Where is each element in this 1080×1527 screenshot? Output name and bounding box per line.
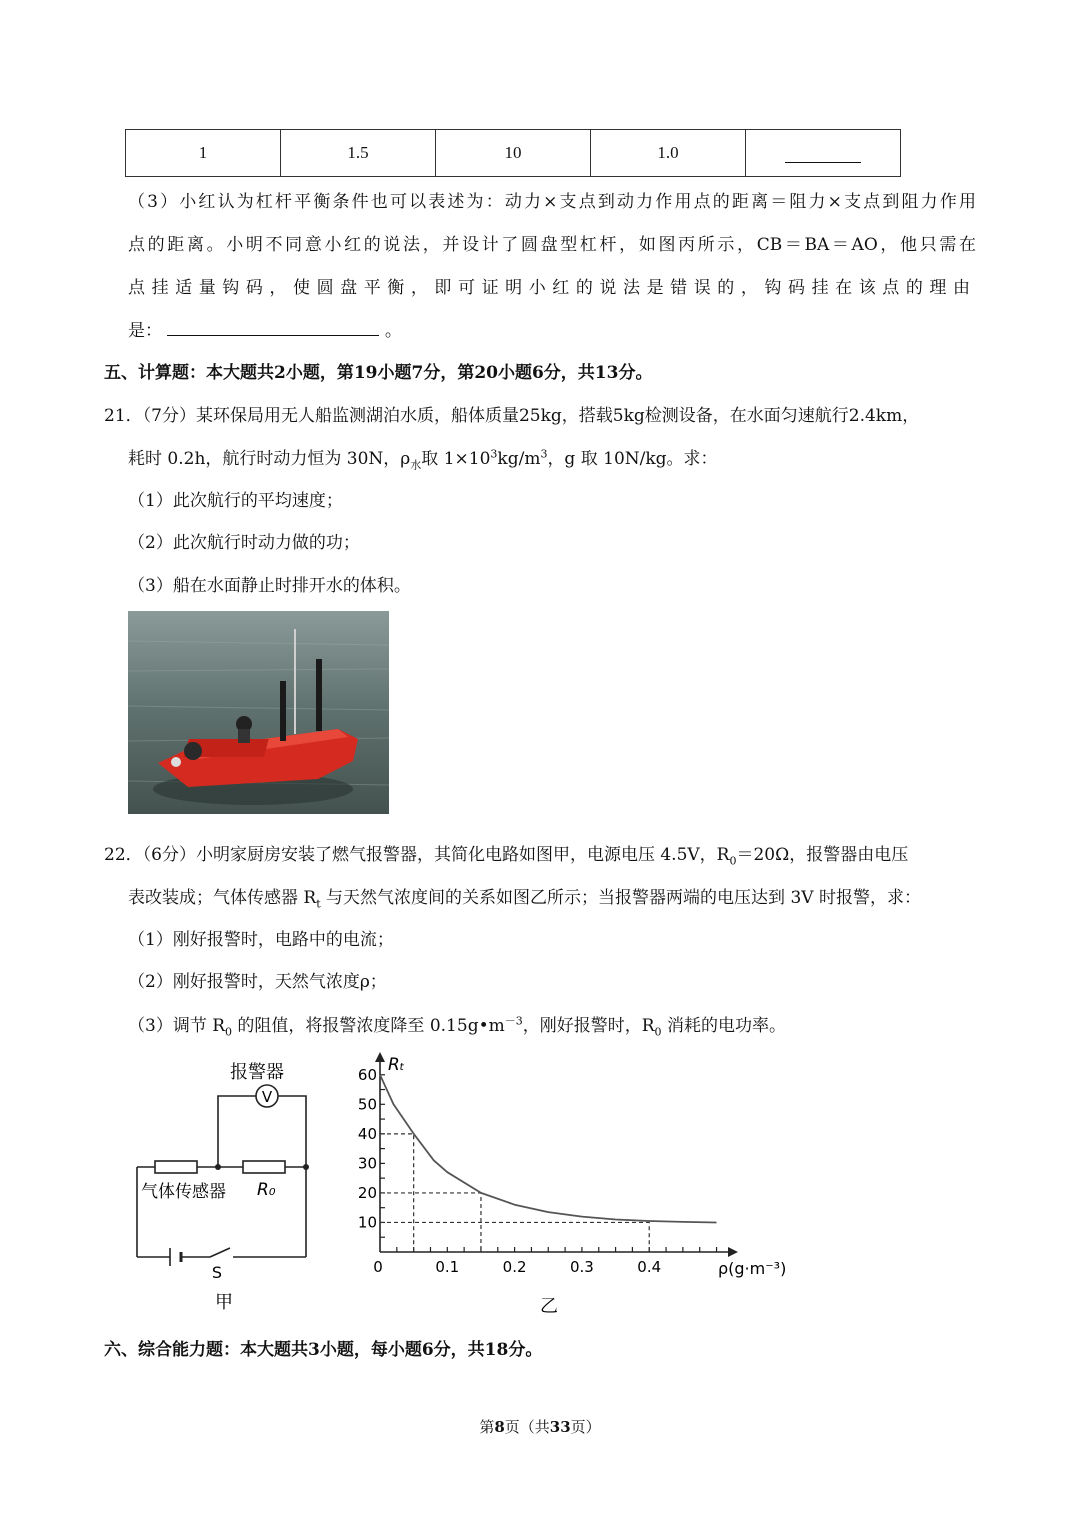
q22-line-1 — [104, 840, 908, 867]
page-total: 33 — [549, 1418, 571, 1436]
q22-text: 的阻值，将报警浓度降至 0.15g•m — [232, 1016, 505, 1036]
q22-part-3 — [128, 1011, 786, 1038]
section-5-heading: 五、计算题：本大题共2小题，第19小题7分，第20小题6分，共13分。 — [104, 363, 653, 383]
table-cell-blank — [746, 130, 901, 177]
footer-text: 页（共 — [504, 1418, 550, 1436]
junction-dot — [303, 1164, 309, 1170]
q21-text: 取 1×10 — [421, 449, 491, 469]
x-tick-label: 0.3 — [569, 1258, 594, 1276]
table-cell: 1 — [126, 130, 281, 177]
switch-label: S — [211, 1263, 223, 1282]
origin-label: 0 — [373, 1258, 383, 1276]
q22-line-2 — [128, 883, 921, 910]
q21-line-1: 21．（7分）某环保局用无人船监测湖泊水质，船体质量25kg，搭载5kg检测设备，在水面匀速航行2.4km， — [104, 406, 920, 426]
x-tick-label: 0.4 — [637, 1258, 662, 1276]
q22-sub: t — [316, 897, 321, 911]
q22-text: ＝20Ω，报警器由电压 — [736, 845, 909, 865]
q3-answer-prefix: 是： — [128, 321, 162, 341]
data-table — [125, 129, 901, 177]
q21-sup: 3 — [540, 447, 548, 461]
q22-sub: 0 — [225, 1025, 233, 1039]
q22-part-1: （1）刚好报警时，电路中的电流； — [128, 930, 394, 950]
table-row — [126, 130, 901, 177]
r0-label: R₀ — [257, 1180, 276, 1200]
q21-part-3: （3）船在水面静止时排开水的体积。 — [128, 576, 411, 596]
answer-blank[interactable] — [167, 319, 379, 336]
q22-sub: 0 — [729, 854, 737, 868]
voltmeter-letter: V — [261, 1088, 273, 1106]
footer-text: 第 — [479, 1418, 495, 1436]
chart-caption: 乙 — [540, 1296, 558, 1316]
q22-text: 22．（6分）小明家厨房安装了燃气报警器，其简化电路如图甲，电源电压 4.5V，R — [104, 845, 730, 865]
circuit-caption: 甲 — [215, 1292, 233, 1313]
drone-boat-photo — [128, 611, 389, 814]
y-axis-arrow — [375, 1052, 385, 1062]
q21-line-2 — [128, 444, 718, 472]
x-axis-label: ρ(g·m⁻³) — [718, 1259, 787, 1278]
circuit-diagram — [125, 1052, 325, 1314]
resistance-chart — [340, 1050, 800, 1316]
page-number: 8 — [494, 1418, 505, 1436]
y-tick-label: 40 — [357, 1124, 377, 1143]
q22-text: （3）调节 R — [128, 1016, 226, 1036]
table-cell: 1.0 — [591, 130, 746, 177]
y-tick-label: 20 — [357, 1183, 377, 1202]
resistance-curve — [380, 1075, 717, 1223]
sensor-resistor — [155, 1161, 197, 1173]
footer-text: 页） — [570, 1418, 601, 1436]
x-tick-label: 0.2 — [502, 1258, 527, 1276]
q21-sup: 3 — [490, 447, 498, 461]
q22-text: 消耗的电功率。 — [661, 1016, 786, 1036]
q3-line-1: （3）小红认为杠杆平衡条件也可以表述为：动力×支点到动力作用点的距离＝阻力×支点到阻力作用 — [128, 192, 976, 212]
q3-answer-suffix: 。 — [384, 321, 402, 341]
section-6-heading: 六、综合能力题：本大题共3小题，每小题6分，共18分。 — [104, 1340, 543, 1360]
y-tick-label: 30 — [357, 1154, 377, 1173]
y-tick-label: 60 — [357, 1065, 377, 1084]
y-tick-label: 10 — [357, 1213, 377, 1232]
q22-sup: －3 — [504, 1014, 523, 1028]
q21-text: kg/m — [497, 449, 541, 469]
x-axis-arrow — [728, 1247, 738, 1257]
q3-line-4 — [128, 316, 402, 341]
page-footer — [0, 1416, 1080, 1437]
q21-text: ，g 取 10N/kg。求： — [547, 449, 718, 469]
q22-text: ，刚好报警时，R — [522, 1016, 655, 1036]
q21-part-1: （1）此次航行的平均速度； — [128, 491, 343, 511]
r0-resistor — [243, 1161, 285, 1173]
table-cell: 10 — [436, 130, 591, 177]
q22-text: 表改装成；气体传感器 R — [128, 888, 317, 908]
q3-line-2: 点的距离。小明不同意小红的说法，并设计了圆盘型杠杆，如图丙所示，CB＝BA＝AO，他只需在 — [128, 235, 976, 255]
q21-sub: 水 — [410, 458, 422, 472]
q22-part-2: （2）刚好报警时，天然气浓度ρ； — [128, 972, 387, 992]
answer-blank[interactable] — [785, 144, 861, 163]
y-tick-label: 50 — [357, 1095, 377, 1114]
sensor-label: 气体传感器 — [141, 1182, 226, 1202]
q21-text: 耗时 0.2h，航行时动力恒为 30N，ρ — [128, 449, 411, 469]
table-cell: 1.5 — [281, 130, 436, 177]
y-axis-label: Rₜ — [388, 1055, 405, 1075]
q22-sub: 0 — [654, 1025, 662, 1039]
q3-line-3: 点挂适量钩码，使圆盘平衡，即可证明小红的说法是错误的，钩码挂在该点的理由 — [128, 278, 976, 298]
junction-dot — [215, 1164, 221, 1170]
x-tick-label: 0.1 — [435, 1258, 460, 1276]
q22-text: 与天然气浓度间的关系如图乙所示；当报警器两端的电压达到 3V 时报警，求： — [320, 888, 921, 908]
alarm-label: 报警器 — [230, 1062, 284, 1083]
q21-part-2: （2）此次航行时动力做的功； — [128, 533, 360, 553]
